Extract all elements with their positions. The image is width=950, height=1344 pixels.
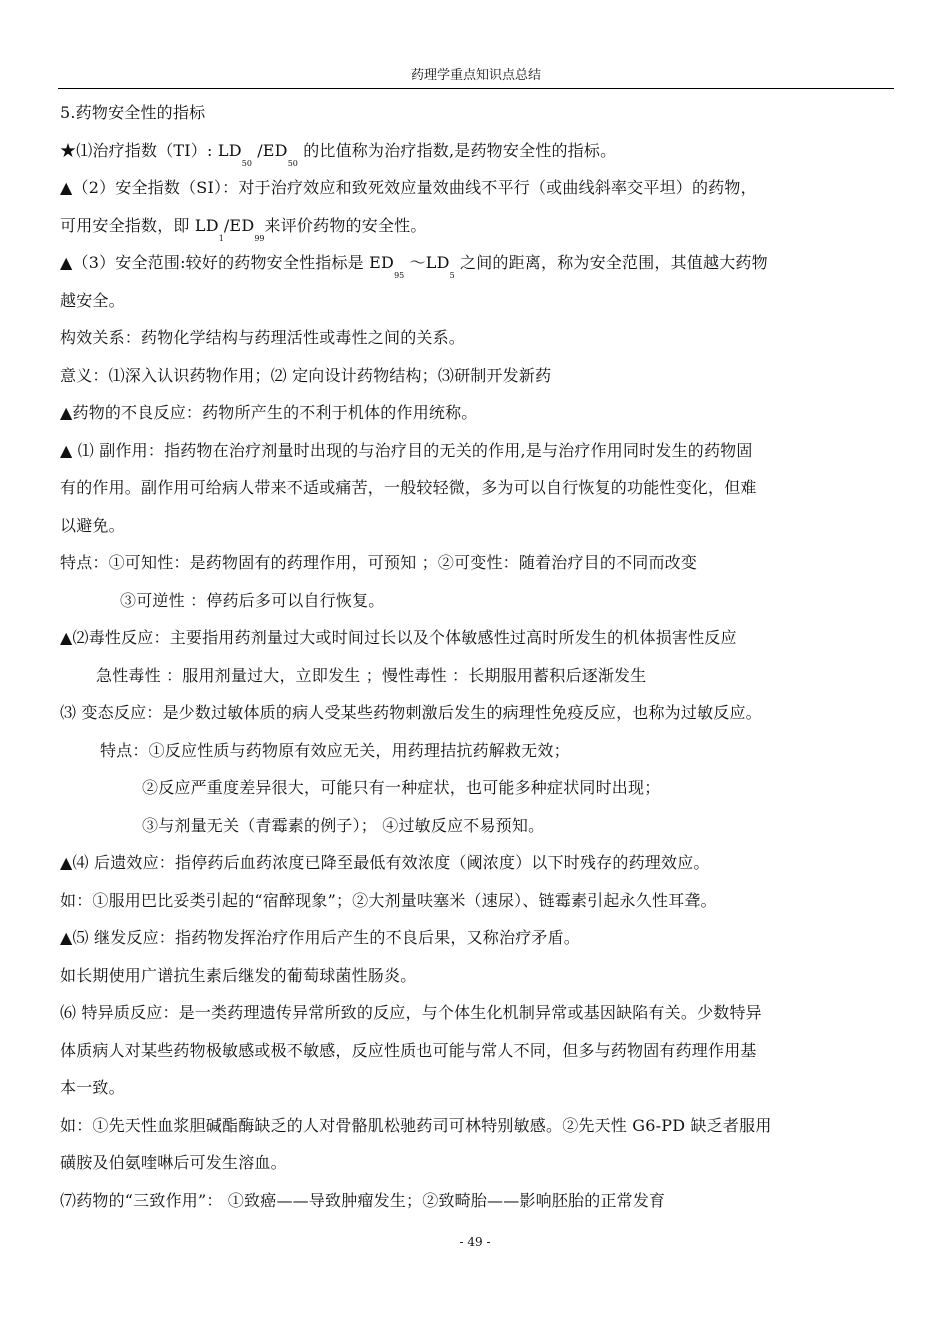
- text: /ED: [251, 140, 288, 160]
- safety-index-line-2: [60, 207, 896, 245]
- toxic-reaction-line-1: ▲⑵毒性反应：主要指用药剂量过大或时间过长以及个体敏感性过高时所发生的机体损害性反应: [60, 628, 737, 647]
- side-effect-line-2: 有的作用。副作用可给病人带来不适或痛苦，一般较轻微，多为可以自行恢复的功能性变化，但难: [60, 478, 757, 497]
- idiosyncrasy-line-5: 磺胺及伯氨喹啉后可发生溶血。: [60, 1153, 287, 1172]
- page-number: - 49 -: [459, 1235, 491, 1249]
- idiosyncrasy-line-1: ⑹ 特异质反应：是一类药理遗传异常所致的反应，与个体生化机制异常或基因缺陷有关。少数特异: [60, 1003, 762, 1022]
- text: ～LD: [404, 253, 450, 272]
- safety-range-line-1: [60, 244, 896, 282]
- text: 可用安全指数，即 LD: [60, 215, 219, 235]
- idiosyncrasy-line-2: 体质病人对某些药物极敏感或极不敏感，反应性质也可能与常人不同，但多与药物固有药理作用基: [60, 1040, 757, 1060]
- document-body: [60, 94, 896, 1219]
- text: /ED: [223, 215, 255, 235]
- section-title: 5.药物安全性的指标: [60, 103, 206, 122]
- subscript: 50: [241, 158, 252, 168]
- subscript: 99: [254, 233, 265, 243]
- text: 的比值称为治疗指数,是药物安全性的指标。: [297, 140, 617, 160]
- text: 来评价药物的安全性。: [264, 215, 427, 235]
- after-effect-line-1: ▲⑷ 后遗效应：指停药后血药浓度已降至最低有效浓度（阈浓度）以下时残存的药理效应。: [60, 853, 710, 872]
- text: ★⑴治疗指数（TI）: LD: [60, 140, 242, 160]
- side-effect-line-1: ▲ ⑴ 副作用：指药物在治疗剂量时出现的与治疗目的无关的作用,是与治疗作用同时发生的药物固: [60, 440, 753, 460]
- text: ▲（3）安全范围:较好的药物安全性指标是 ED: [60, 253, 395, 272]
- toxic-reaction-line-2: 急性毒性 ：服用剂量过大，立即发生 ；慢性毒性 ：长期服用蓄积后逐渐发生: [96, 665, 647, 685]
- secondary-reaction-line-2: 如长期使用广谱抗生素后继发的葡萄球菌性肠炎。: [60, 965, 417, 985]
- idiosyncrasy-line-4: 如：①先天性血浆胆碱酯酶缺乏的人对骨骼肌松驰药司可林特别敏感。②先天性 G6-PD 缺乏者服用: [60, 1115, 772, 1135]
- safety-range-line-2: 越安全。: [60, 290, 125, 310]
- safety-index-line-1: ▲（2）安全指数（SI）：对于治疗效应和致死效应量效曲线不平行（或曲线斜率交平坦）的药物，: [60, 178, 757, 197]
- allergy-line-4: ③与剂量无关（青霉素的例子）； ④过敏反应不易预知。: [142, 815, 545, 835]
- idiosyncrasy-line-3: 本一致。: [60, 1078, 125, 1097]
- allergy-line-2: 特点：①反应性质与药物原有效应无关，用药理拮抗药解救无效；: [100, 740, 570, 760]
- after-effect-line-2: 如：①服用巴比妥类引起的“宿醉现象”；②大剂量呋塞米（速尿）、链霉素引起永久性耳聋。: [60, 890, 717, 910]
- adverse-reaction-line: ▲药物的不良反应：药物所产生的不利于机体的作用统称。: [60, 403, 478, 422]
- secondary-reaction-line-1: ▲⑸ 继发反应：指药物发挥治疗作用后产生的不良后果，又称治疗矛盾。: [60, 928, 580, 947]
- page-header: [58, 66, 894, 89]
- subscript: 50: [287, 158, 298, 168]
- subscript: 95: [394, 271, 405, 280]
- therapeutic-index-line: [60, 132, 896, 170]
- text: 之间的距离，称为安全范围，其值越大药物: [454, 253, 768, 272]
- allergy-line-3: ②反应严重度差异很大，可能只有一种症状，也可能多种症状同时出现；: [142, 778, 661, 797]
- features-line-1: 特点：①可知性：是药物固有的药理作用，可预知 ；②可变性：随着治疗目的不同而改变: [60, 553, 698, 572]
- header-title: 药理学重点知识点总结: [410, 68, 541, 83]
- structure-activity-line: 构效关系：药物化学结构与药理活性或毒性之间的关系。: [60, 328, 466, 347]
- subscript: 5: [449, 271, 455, 280]
- three-effects-line: ⑺药物的“三致作用”： ①致癌——导致肿瘤发生；②致畸胎——影响胚胎的正常发育: [60, 1190, 666, 1210]
- significance-line: 意义：⑴深入认识药物作用；⑵ 定向设计药物结构；⑶研制开发新药: [60, 365, 552, 385]
- allergy-line-1: ⑶ 变态反应：是少数过敏体质的病人受某些药物刺激后发生的病理性免疫反应，也称为过敏反应。: [60, 703, 762, 722]
- side-effect-line-3: 以避免。: [60, 515, 125, 535]
- features-line-2: ③可逆性 ：停药后多可以自行恢复。: [120, 590, 385, 610]
- subscript: 1: [218, 233, 224, 243]
